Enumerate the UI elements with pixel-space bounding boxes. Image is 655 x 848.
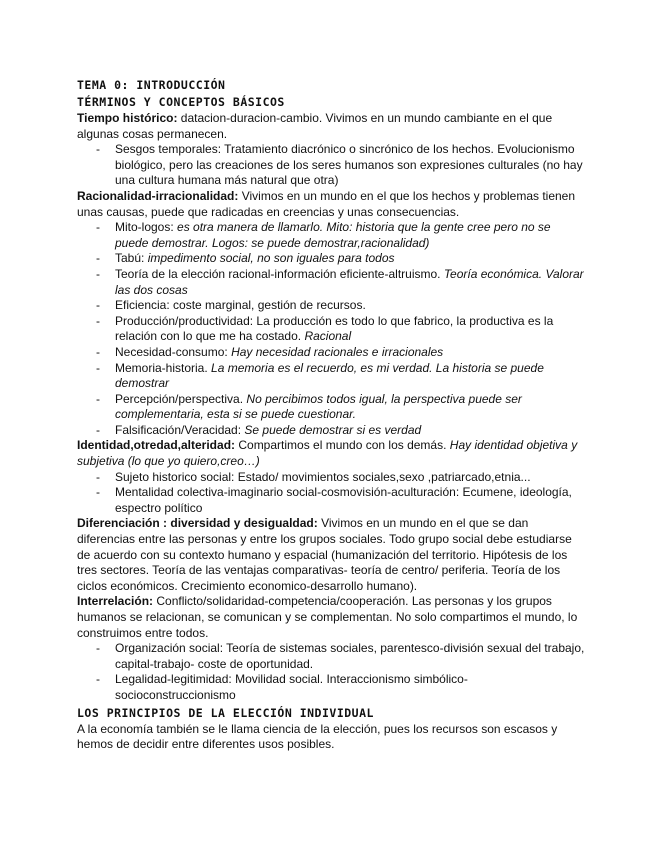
list-item (115, 267, 585, 298)
list-item (115, 345, 585, 361)
list-item (115, 392, 585, 423)
list-item-text: Producción/productividad: La producción es todo lo que fabrico, la productiva es la relación con lo que me ha costado. (115, 313, 554, 344)
paragraph-italic: Hay identidad objetiva y subjetiva (lo que yo quiero,creo…) (77, 438, 578, 469)
list-item (115, 298, 585, 314)
list-item-text: Sujeto historico social: Estado/ movimientos sociales,sexo ,patriarcado,etnia... (115, 469, 531, 484)
paragraph-text: Conflicto/solidaridad-competencia/cooperación. Las personas y los grupos humanos se relacionan, se comunican y se complementan. No solo compartimos el mundo, lo construimos entre todos. (77, 594, 578, 640)
list-item (115, 220, 585, 251)
paragraph-text: Vivimos en un mundo en el que se dan diferencias entre las personas y entre los grupos sociales. Todo grupo social debe estudiarse de acuerdo con su contexto humano y espacial (humanización del territorio. Hipótesis de los tres sectores. Teoría de las ventajas comparativas- teoría de centro/ periferia. Teoría de los ciclos económicos. Crecimiento economico-desarrollo humano). (77, 516, 572, 593)
paragraph-diferenciacion (77, 516, 585, 594)
list-item-text: Falsificación/Veracidad: (115, 422, 245, 437)
list-item (115, 641, 585, 672)
paragraph-text: Compartimos el mundo con los demás. (235, 438, 450, 453)
list-item-italic: es otra manera de llamarlo. Mito: historia que la gente cree pero no se puede demostrar. Logos: se puede demostrar,racionalidad) (115, 220, 551, 250)
paragraph-interrelacion (77, 594, 585, 641)
list-item-italic: La memoria es el recuerdo, es mi verdad. La historia se puede demostrar (115, 360, 544, 391)
list-item (115, 314, 585, 345)
bullet-list (77, 470, 585, 517)
list-item-text: Memoria-historia. (115, 360, 212, 375)
list-item-text: Organización social: Teoría de sistemas sociales, parentesco-división sexual del trabajo, capital-trabajo- coste de oportunidad. (115, 641, 585, 671)
section-heading-principles: LOS PRINCIPIOS DE LA ELECCIÓN INDIVIDUAL (77, 705, 374, 720)
list-item (115, 251, 585, 267)
list-item (115, 423, 585, 439)
bullet-list (77, 641, 585, 703)
list-item (115, 485, 585, 516)
list-item (115, 672, 585, 703)
list-item-italic: Se puede demostrar si es verdad (244, 422, 422, 437)
list-item-text: Legalidad-legitimidad: Movilidad social. Interaccionismo simbólico-socioconstruccionismo (115, 672, 468, 702)
list-item-italic: Racional (304, 329, 352, 344)
term-label: Identidad,otredad,alteridad: (77, 438, 236, 453)
list-item-italic: Teoría económica. Valorar las dos cosas (115, 266, 584, 297)
section-heading-terms: TÉRMINOS Y CONCEPTOS BÁSICOS (77, 95, 285, 109)
list-item-text: Eficiencia: coste marginal, gestión de recursos. (115, 298, 366, 313)
list-item-italic: impedimento social, no son iguales para todos (147, 251, 395, 266)
list-item-italic: Hay necesidad racionales e irracionales (231, 344, 444, 359)
list-item-text: Necesidad-consumo: (115, 344, 232, 359)
paragraph-text: Vivimos en un mundo en el que los hechos y problemas tienen unas causas, puede que radicadas en creencias y unas consecuencias. (77, 188, 576, 219)
list-item-text: Teoría de la elección racional-información eficiente-altruismo. (115, 266, 444, 281)
bullet-list (77, 220, 585, 438)
list-item (115, 142, 585, 189)
bullet-list (77, 142, 585, 189)
term-label: Tiempo histórico: (77, 111, 178, 125)
term-label: Diferenciación : diversidad y desigualdad: (77, 516, 318, 531)
list-item-text: Sesgos temporales: Tratamiento diacrónico o sincrónico de los hechos. Evolucionismo biológico, pero las creaciones de los seres humanos son expresiones culturales (no hay una cultura humana más natural que otra) (115, 142, 583, 188)
list-item-italic: No percibimos todos igual, la perspectiva puede ser complementaria, esta si se puede cuestionar. (115, 391, 522, 422)
list-item (115, 470, 585, 486)
list-item (115, 361, 585, 392)
list-item-text: Mentalidad colectiva-imaginario social-cosmovisión-aculturación: Ecumene, ideología, espectro político (115, 485, 572, 515)
list-item-text: Percepción/perspectiva. (115, 391, 247, 406)
term-label: Interrelación: (77, 594, 154, 609)
document-title: TEMA 0: INTRODUCCIÓN (77, 78, 226, 92)
term-label: Racionalidad-irracionalidad: (77, 188, 239, 203)
paragraph-tiempo-historico (77, 111, 585, 142)
closing-paragraph: A la economía también se le llama ciencia de la elección, pues los recursos son escasos y hemos de decidir entre diferentes usos posibles. (77, 721, 558, 752)
paragraph-text: datacion-duracion-cambio. Vivimos en un mundo cambiante en el que algunas cosas permanecen. (77, 111, 553, 141)
paragraph-identidad (77, 438, 585, 469)
list-item-text: Tabú: (115, 251, 148, 266)
paragraph-racionalidad (77, 189, 585, 220)
list-item-text: Mito-logos: (115, 220, 178, 235)
